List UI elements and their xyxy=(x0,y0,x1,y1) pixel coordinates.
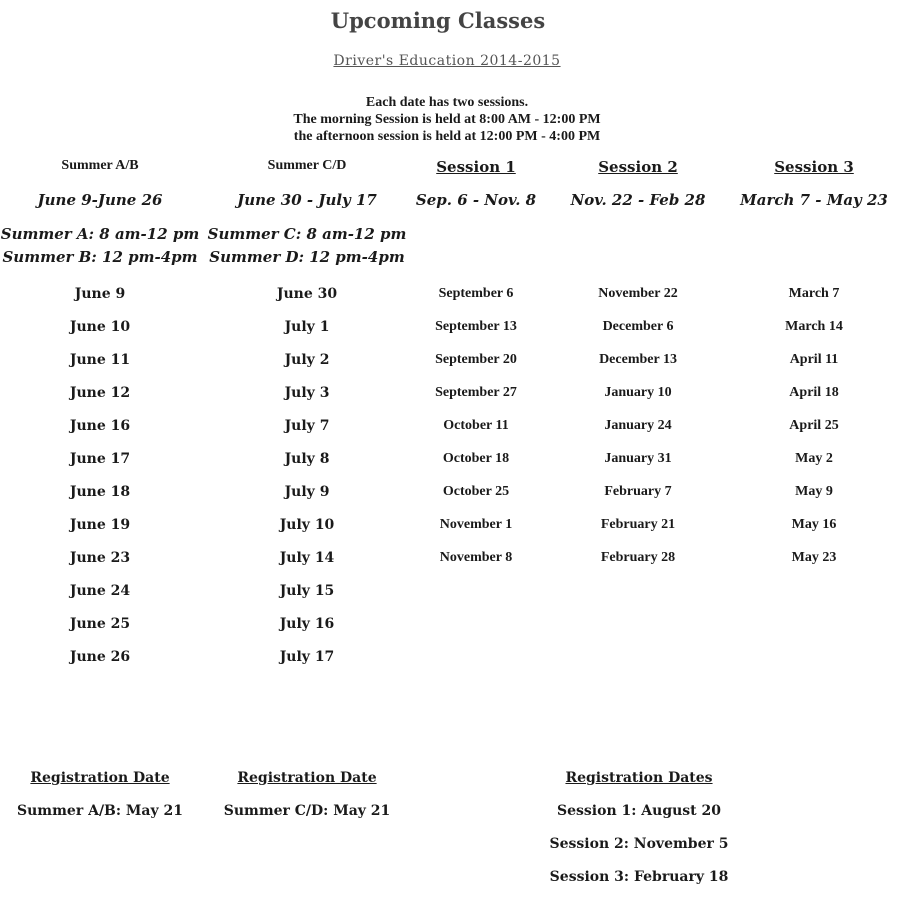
class-date: June 25 xyxy=(69,616,131,632)
class-date: July 9 xyxy=(284,484,330,500)
date-range: June 9-June 26 xyxy=(37,191,163,209)
class-date: July 3 xyxy=(284,385,330,401)
class-date: June 26 xyxy=(69,649,131,665)
class-date: September 20 xyxy=(435,352,517,367)
registration-date: Session 3: February 18 xyxy=(549,869,729,885)
class-date: January 10 xyxy=(604,385,672,400)
class-date: July 7 xyxy=(284,418,330,434)
date-range: March 7 - May 23 xyxy=(740,191,888,209)
note-line: The morning Session is held at 8:00 AM - 12:00 PM xyxy=(293,112,601,127)
note-line: Each date has two sessions. xyxy=(365,95,529,110)
class-date: July 17 xyxy=(279,649,335,665)
class-date: June 16 xyxy=(69,418,131,434)
class-date: June 19 xyxy=(69,517,131,533)
class-date: July 8 xyxy=(284,451,330,467)
class-date: March 14 xyxy=(785,319,843,334)
class-date: May 16 xyxy=(791,517,837,532)
class-date: November 22 xyxy=(598,286,678,301)
class-date: May 23 xyxy=(791,550,837,565)
column-header: Session 1 xyxy=(436,158,516,176)
registration-header: Registration Date xyxy=(237,770,377,786)
session-time: Summer D: 12 pm-4pm xyxy=(209,248,405,266)
session-time: Summer C: 8 am-12 pm xyxy=(207,225,407,243)
note-line: the afternoon session is held at 12:00 PM - 4:00 PM xyxy=(293,129,601,144)
class-date: May 9 xyxy=(795,484,833,499)
class-date: October 18 xyxy=(442,451,510,466)
class-date: July 15 xyxy=(279,583,335,599)
class-date: April 11 xyxy=(789,352,839,367)
class-date: March 7 xyxy=(788,286,840,301)
date-range: Sep. 6 - Nov. 8 xyxy=(415,191,537,209)
column-header: Summer C/D xyxy=(267,158,347,173)
class-date: July 16 xyxy=(279,616,335,632)
class-date: July 10 xyxy=(279,517,335,533)
class-date: January 24 xyxy=(604,418,672,433)
registration-date: Session 1: August 20 xyxy=(557,803,721,819)
class-date: December 6 xyxy=(602,319,674,334)
column-header: Summer A/B xyxy=(61,158,139,173)
class-date: June 10 xyxy=(69,319,131,335)
date-range: Nov. 22 - Feb 28 xyxy=(570,191,706,209)
class-date: April 18 xyxy=(789,385,839,400)
class-date: June 18 xyxy=(69,484,131,500)
registration-date: Session 2: November 5 xyxy=(549,836,729,852)
class-date: November 1 xyxy=(439,517,513,532)
class-date: June 12 xyxy=(69,385,131,401)
class-date: December 13 xyxy=(599,352,677,367)
class-date: September 27 xyxy=(435,385,517,400)
class-date: June 9 xyxy=(74,286,126,302)
registration-date: Summer C/D: May 21 xyxy=(223,803,391,819)
class-date: February 7 xyxy=(604,484,672,499)
page-title: Upcoming Classes xyxy=(330,8,546,33)
class-date: February 21 xyxy=(600,517,676,532)
class-date: June 24 xyxy=(69,583,131,599)
class-date: October 11 xyxy=(443,418,509,433)
class-date: July 2 xyxy=(284,352,330,368)
column-header: Session 3 xyxy=(774,158,854,176)
class-date: June 11 xyxy=(69,352,131,368)
class-date: September 13 xyxy=(435,319,517,334)
class-date: April 25 xyxy=(789,418,839,433)
class-date: September 6 xyxy=(438,286,514,301)
registration-header: Registration Dates xyxy=(565,770,713,786)
class-date: November 8 xyxy=(439,550,513,565)
registration-header: Registration Date xyxy=(30,770,170,786)
session-time: Summer A: 8 am-12 pm xyxy=(0,225,200,243)
class-date: June 30 xyxy=(276,286,338,302)
session-time: Summer B: 12 pm-4pm xyxy=(2,248,198,266)
class-date: October 25 xyxy=(442,484,510,499)
subtitle: Driver's Education 2014-2015 xyxy=(333,53,561,69)
class-date: January 31 xyxy=(604,451,672,466)
class-date: July 1 xyxy=(284,319,330,335)
registration-date: Summer A/B: May 21 xyxy=(17,803,183,819)
class-date: July 14 xyxy=(279,550,335,566)
date-range: June 30 - July 17 xyxy=(237,191,377,209)
class-date: June 23 xyxy=(69,550,131,566)
class-date: June 17 xyxy=(69,451,131,467)
class-date: February 28 xyxy=(600,550,676,565)
class-date: May 2 xyxy=(795,451,833,466)
column-header: Session 2 xyxy=(598,158,678,176)
